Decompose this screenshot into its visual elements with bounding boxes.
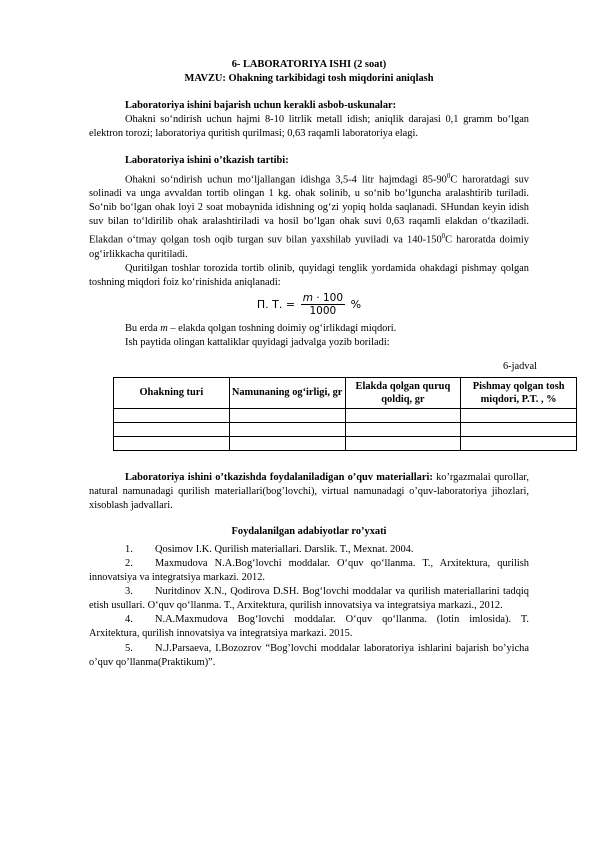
equipment-text: Ohakni so‘ndirish uchun hajmi 8-10 litrlik metall idish; aniqlik darajasi 0,1 gramm bo‘lgan elektron torozi; laboratoriya quritish qurilmasi; 0,63 raqamli laboratoriya elagi. <box>89 114 529 140</box>
table-row <box>114 408 577 422</box>
table-header-cell: Elakda qolgan quruq qoldiq, gr <box>345 377 461 408</box>
table-header-cell: Pishmay qolgan tosh miqdori, P.T. , % <box>461 377 577 408</box>
results-table <box>113 377 577 451</box>
procedure-paragraph-4: Ish paytida olingan kattaliklar quyidagi jadvalga yozib boriladi: <box>125 337 390 349</box>
table-header-cell: Namunaning og‘irligi, gr <box>229 377 345 408</box>
procedure-paragraph-2: Quritilgan toshlar torozida tortib olinib, quyidagi tenglik yordamida ohakdagi pishmay qolgan toshning miqdori foiz ko‘rinishida aniqlanadi: <box>89 263 529 289</box>
table-cell <box>114 408 230 422</box>
literature-item: 4. N.A.Maxmudova Bog‘lovchi moddalar. O‘quv qo‘llanma. (lotin imlosida). T. Arxitektura, qurilish innovatsiya va integratsiya markazi. 2015. <box>89 614 529 640</box>
table-cell <box>345 422 461 436</box>
lab-subtitle: MAVZU: Ohakning tarkibidagi tosh miqdorini aniqlash <box>184 73 434 85</box>
table-cell <box>345 436 461 450</box>
procedure-paragraph-1: Ohakni so‘ndirish uchun mo‘ljallangan idishga 3,5-4 litr hajmdagi $85-90^0C$ haroratdagi suv solinadi va unga avvaldan tortib olingan 1 kg. ohak solinib, u so‘nib bo‘lguncha aralashtirib turiladi. So‘nib bo‘lgan ohak loyi 2 soat mobaynida idishning og‘zi yopiq holda saqlanadi. SHundan keyin idish suv bilan to‘ldirilib ohak aralashtiriladi va hosil bo‘lgan ohak suvi 0,63 raqamli elakdan o‘tkaziladi. Elakdan o‘tmay qolgan tosh oqib turgan suv bilan yaxshilab yuviladi va $140-150^0C$ haroratda doimiy og‘irlikkacha quritiladi. <box>89 171 529 260</box>
formula-denominator: 1000 <box>309 305 337 318</box>
table-row <box>114 422 577 436</box>
literature-heading: Foydalanilgan adabiyotlar ro’yxati <box>231 525 387 537</box>
materials-paragraph <box>89 471 529 513</box>
literature-item: 1. Qosimov I.K. Qurilish materiallari. Darslik. T., Mexnat. 2004. <box>125 543 414 555</box>
procedure-paragraph-3: Bu erda m – elakda qolgan toshning doimiy og‘irlikdagi miqdori. <box>125 323 397 335</box>
table-cell <box>461 436 577 450</box>
literature-item: 5. N.J.Parsaeva, I.Bozozrov “Bog’lovchi moddalar laboratoriya ishlarini bajarish bo’yicha o’quv qo’llanma(Praktikum)”. <box>89 642 529 668</box>
formula-fraction <box>301 292 345 317</box>
literature-item: 3. Nuritdinov X.N., Qodirova D.SH. Bog‘lovchi moddalar va qurilish materiallarini tadqiq etish usullari. O‘quv qo‘llanma. T., Arxitektura, qurilish innovatsiya va integratsiya markazi., 2012. <box>89 586 529 612</box>
table-cell <box>114 436 230 450</box>
table-cell <box>461 408 577 422</box>
formula-numerator: m · 100 <box>302 292 344 305</box>
procedure-heading: Laboratoriya ishini o’tkazish tartibi: <box>125 155 289 167</box>
table-header-row <box>114 377 577 408</box>
table-label: 6-jadval <box>502 361 537 373</box>
materials-heading: Laboratoriya ishini o’tkazishda foydalaniladigan o’quv materiallari: <box>125 471 433 483</box>
lab-title: 6- LABORATORIYA ISHI (2 soat) <box>231 59 387 70</box>
table-cell <box>461 422 577 436</box>
formula-unit: % <box>350 297 362 311</box>
literature-item: 2. Maxmudova N.A.Bog‘lovchi moddalar. O‘quv qo‘llanma. T., Arxitektura, qurilish innovatsiya va integratsiya markazi. 2012. <box>89 558 529 584</box>
table-cell <box>229 408 345 422</box>
document-page <box>89 58 565 670</box>
table-cell <box>345 408 461 422</box>
table-header-cell: Ohakning turi <box>114 377 230 408</box>
formula-lhs: П. Т. = <box>256 297 296 311</box>
formula <box>89 292 529 318</box>
table-cell <box>229 422 345 436</box>
table-cell <box>229 436 345 450</box>
equipment-heading: Laboratoriya ishini bajarish uchun kerakli asbob-uskunalar: <box>125 100 397 112</box>
materials-text: ko’rgazmalai qurollar, natural namunadagi qurilish materiallari(bog’lovchi), virtual namunadagi o’quv-laboratoriya jihozlari, xisoblash jadvallari. <box>89 471 530 511</box>
table-cell <box>114 422 230 436</box>
table-row <box>114 436 577 450</box>
